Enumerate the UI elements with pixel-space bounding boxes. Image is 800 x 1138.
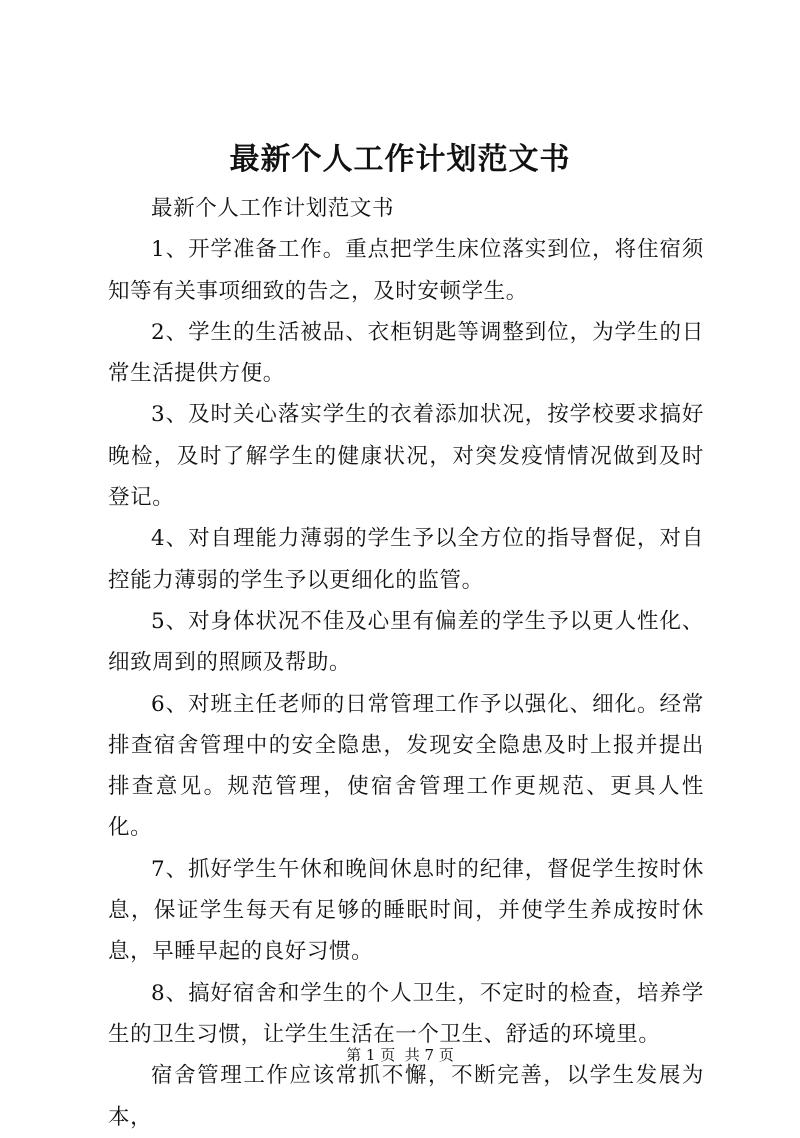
document-title: 最新个人工作计划范文书: [229, 142, 571, 177]
paragraph-item-7: 7、抓好学生午休和晚间休息时的纪律，督促学生按时休息，保证学生每天有足够的睡眠时间，并使学生养成按时休息，早睡早起的良好习惯。: [108, 856, 704, 965]
paragraph-closing: 宿舍管理工作应该常抓不懈，不断完善，以学生发展为本，: [108, 1063, 704, 1130]
paragraph-subtitle: 最新个人工作计划范文书: [151, 196, 395, 221]
document-body: [108, 188, 704, 1138]
paragraph-item-2: 2、学生的生活被品、衣柜钥匙等调整到位，为学生的日常生活提供方便。: [108, 319, 704, 387]
paragraph-item-1: 1、开学准备工作。重点把学生床位落实到位，将住宿须知等有关事项细致的告之，及时安顿学生。: [108, 237, 704, 304]
page-footer: [0, 1045, 800, 1065]
page-number: 第 1 页: [346, 1046, 396, 1064]
page-total: 共 7 页: [404, 1046, 454, 1064]
paragraph-item-8: 8、搞好宿舍和学生的个人卫生，不定时的检查，培养学生的卫生习惯，让学生生活在一个卫生、舒适的环境里。: [108, 980, 704, 1047]
paragraph-item-5: 5、对身体状况不佳及心里有偏差的学生予以更人性化、细致周到的照顾及帮助。: [108, 608, 704, 676]
paragraph-item-4: 4、对自理能力薄弱的学生予以全方位的指导督促，对自控能力薄弱的学生予以更细化的监管。: [108, 526, 704, 593]
paragraph-item-6: 6、对班主任老师的日常管理工作予以强化、细化。经常排查宿舍管理中的安全隐患，发现安全隐患及时上报并提出排查意见。规范管理，使宿舍管理工作更规范、更具人性化。: [108, 691, 704, 841]
paragraph-item-3: 3、及时关心落实学生的衣着添加状况，按学校要求搞好晚检，及时了解学生的健康状况，对突发疫情情况做到及时登记。: [108, 402, 704, 511]
